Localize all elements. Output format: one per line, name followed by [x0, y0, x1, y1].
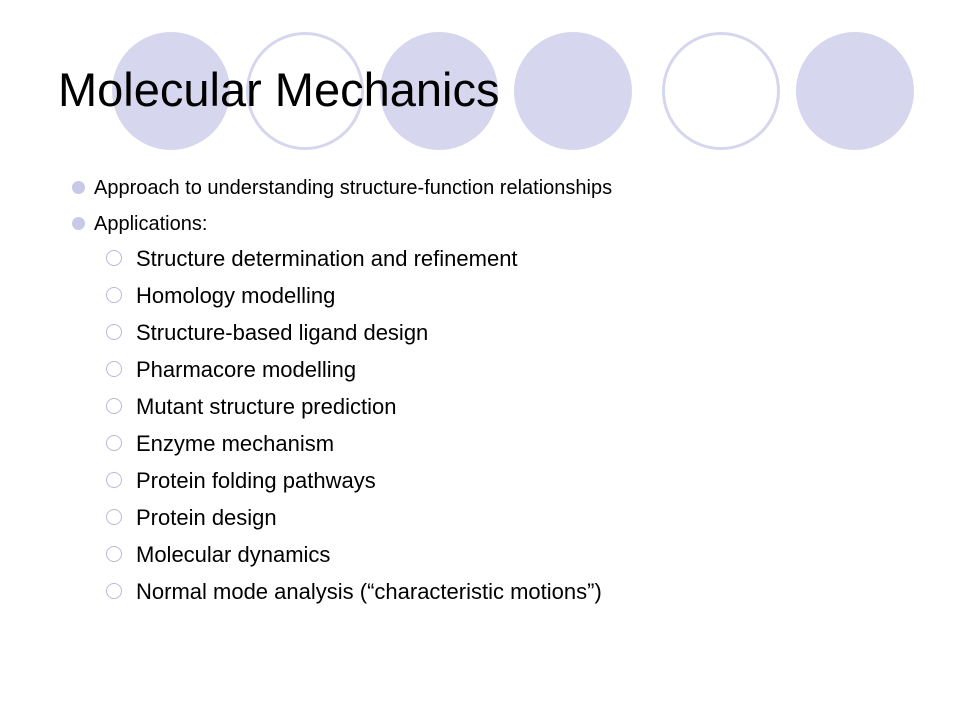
sub-bullet-text: Mutant structure prediction: [136, 394, 397, 419]
sub-bullet-item: [72, 499, 602, 536]
sub-bullet-text: Normal mode analysis (“characteristic motions”): [136, 579, 602, 604]
bullet-ring-icon: [106, 287, 122, 303]
sub-bullet-item: [72, 277, 602, 314]
decorative-circle-outline: [662, 32, 780, 150]
bullet-text: Approach to understanding structure-function relationships: [94, 177, 613, 199]
bullet-ring-icon: [106, 472, 122, 488]
sub-bullet-item: [72, 425, 602, 462]
sub-bullet-text: Pharmacore modelling: [136, 357, 357, 382]
bullet-item: [72, 206, 612, 242]
sub-bullet-item: [72, 314, 602, 351]
sub-bullet-text: Structure determination and refinement: [136, 246, 518, 271]
sub-bullet-text: Protein design: [136, 505, 277, 530]
bullet-dot-icon: [72, 181, 85, 194]
bullet-text: Applications:: [94, 213, 208, 235]
sub-bullet-text: Enzyme mechanism: [136, 431, 335, 456]
bullet-ring-icon: [106, 509, 122, 525]
bullet-item: [72, 170, 612, 206]
bullet-ring-icon: [106, 435, 122, 451]
slide-title: Molecular Mechanics: [58, 63, 500, 116]
sub-bullet-text: Protein folding pathways: [136, 468, 376, 493]
sub-bullet-item: [72, 573, 602, 610]
sub-bullet-text: Structure-based ligand design: [136, 320, 429, 345]
bullet-dot-icon: [72, 217, 85, 230]
bullet-ring-icon: [106, 324, 122, 340]
sub-bullet-text: Homology modelling: [136, 283, 336, 308]
sub-bullet-text: Molecular dynamics: [136, 542, 331, 567]
sub-bullet-item: [72, 536, 602, 573]
bullet-ring-icon: [106, 361, 122, 377]
bullet-list: [72, 170, 612, 242]
bullet-ring-icon: [106, 398, 122, 414]
decorative-circle-filled: [514, 32, 632, 150]
sub-bullet-item: [72, 388, 602, 425]
sub-bullet-list: [72, 240, 602, 610]
bullet-ring-icon: [106, 546, 122, 562]
sub-bullet-item: [72, 240, 602, 277]
sub-bullet-item: [72, 351, 602, 388]
decorative-circle-filled: [796, 32, 914, 150]
bullet-ring-icon: [106, 250, 122, 266]
sub-bullet-item: [72, 462, 602, 499]
bullet-ring-icon: [106, 583, 122, 599]
